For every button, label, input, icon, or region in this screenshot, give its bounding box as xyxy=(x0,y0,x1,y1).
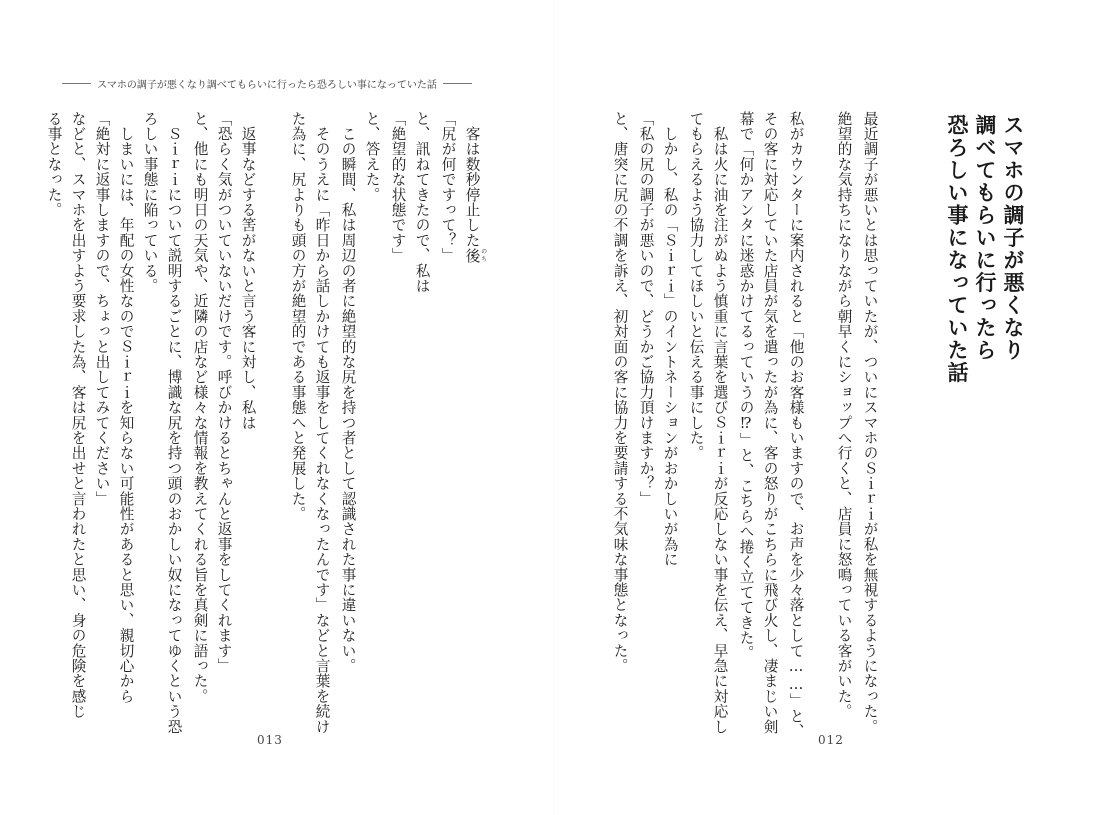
page-number-left: 013 xyxy=(257,733,283,747)
right-body-line: 最近調子が悪いとは思っていたが、ついにスマホのＳｉｒｉが私を無視するようになった。 xyxy=(861,111,879,735)
left-body-line: そのうえに「昨日から話しかけても返事をしてくれなくなったんです」などと言葉を続け xyxy=(313,111,331,735)
running-head xyxy=(62,76,472,90)
left-body-line: と、答えた。 xyxy=(363,111,381,203)
left-body-line: などと、スマホを出すよう要求した為、客は尻を出せと言われたと思い、身の危険を感じ xyxy=(69,111,87,719)
right-body-line: しかし、私の「Ｓｉｒｉ」のイントネーションがおかしいが為に xyxy=(661,111,679,567)
left-body-line xyxy=(464,111,486,263)
left-body-line-text: 客は数秒停止した xyxy=(463,111,481,248)
left-body-line: ろしい事態に陥っている。 xyxy=(141,111,159,294)
left-body-line: と、他にも明日の天気や、近隣の店など様々な情報を教えてくれる旨を真剣に語った。 xyxy=(191,111,209,704)
left-body-line: と、訊ねてきたので、私は xyxy=(413,111,431,294)
running-head-text: スマホの調子が悪くなり調べてもらいに行ったら恐ろしい事になっていた話 xyxy=(97,79,437,91)
left-body-line: 「尻が何ですって？」 xyxy=(439,111,457,263)
gutter-shadow xyxy=(553,0,554,815)
right-body-line: と、唐突に尻の不調を訴え、初対面の客に協力を要請する不気味な事態となった。 xyxy=(611,111,629,674)
ruby-base: 後 xyxy=(463,247,481,264)
left-body-line: Ｓｉｒｉについて説明するごとに、博識な尻を持つ頭のおかしい奴になってゆくという恐 xyxy=(165,111,183,735)
title-line-1: スマホの調子が悪くなり xyxy=(1001,114,1025,362)
left-body-line: この瞬間、私は周辺の者に絶望的な尻を持つ者として認識された事に違いない。 xyxy=(339,111,357,674)
left-body-line: た為に、尻よりも頭の方が絶望的である事態へと発展した。 xyxy=(289,111,307,522)
right-body-line: 私がカウンターに案内されると「他のお客様もいますので、お声を少々落として……」と、 xyxy=(787,111,805,739)
left-body-line: しまいには、年配の女性なのでＳｉｒｉを知らない可能性があると思い、親切心から xyxy=(117,111,135,704)
right-body-line: てもらえるよう協力してほしいと伝える事にした。 xyxy=(687,111,705,461)
left-body-line: 「絶対に返事しますので、ちょっと出してみてください」 xyxy=(93,111,111,507)
running-head-rule-right xyxy=(443,83,472,84)
ruby-reading: のち xyxy=(479,247,487,264)
right-body-line: 幕で「何かアンタに迷惑かけてるっていうの⁉」と、こちらへ捲く立ててきた。 xyxy=(737,111,755,661)
ruby-word xyxy=(463,247,487,264)
left-body-line: 返事などする筈がないと言う客に対し、私は xyxy=(239,111,257,431)
right-body-line: 「私の尻の調子が悪いので、どうかご協力頂けますか？」 xyxy=(637,111,655,507)
left-body-line: 「恐らく気がついていないだけです。呼びかけるとちゃんと返事をしてくれます」 xyxy=(215,111,233,674)
right-body-line: その客に対応していた店員が気を遣ったが為に、客の怒りがこちらに飛び火し、凄まじい剣 xyxy=(761,111,779,735)
right-body-line: 絶望的な気持ちになりながら朝早くにショップへ行くと、店員に怒鳴っている客がいた。 xyxy=(835,111,853,719)
title-line-2: 調べてもらいに行ったら xyxy=(973,114,997,362)
page-number-right: 012 xyxy=(818,733,844,747)
title-line-3: 恐ろしい事になっていた話 xyxy=(945,114,969,384)
running-head-rule-left xyxy=(62,83,91,84)
left-body-line: 「絶望的な状態です」 xyxy=(389,111,407,263)
left-body-line: る事となった。 xyxy=(45,111,63,218)
right-body-line: 私は火に油を注がぬよう慎重に言葉を選びＳｉｒｉが反応しない事を伝え、早急に対応し xyxy=(711,111,729,735)
